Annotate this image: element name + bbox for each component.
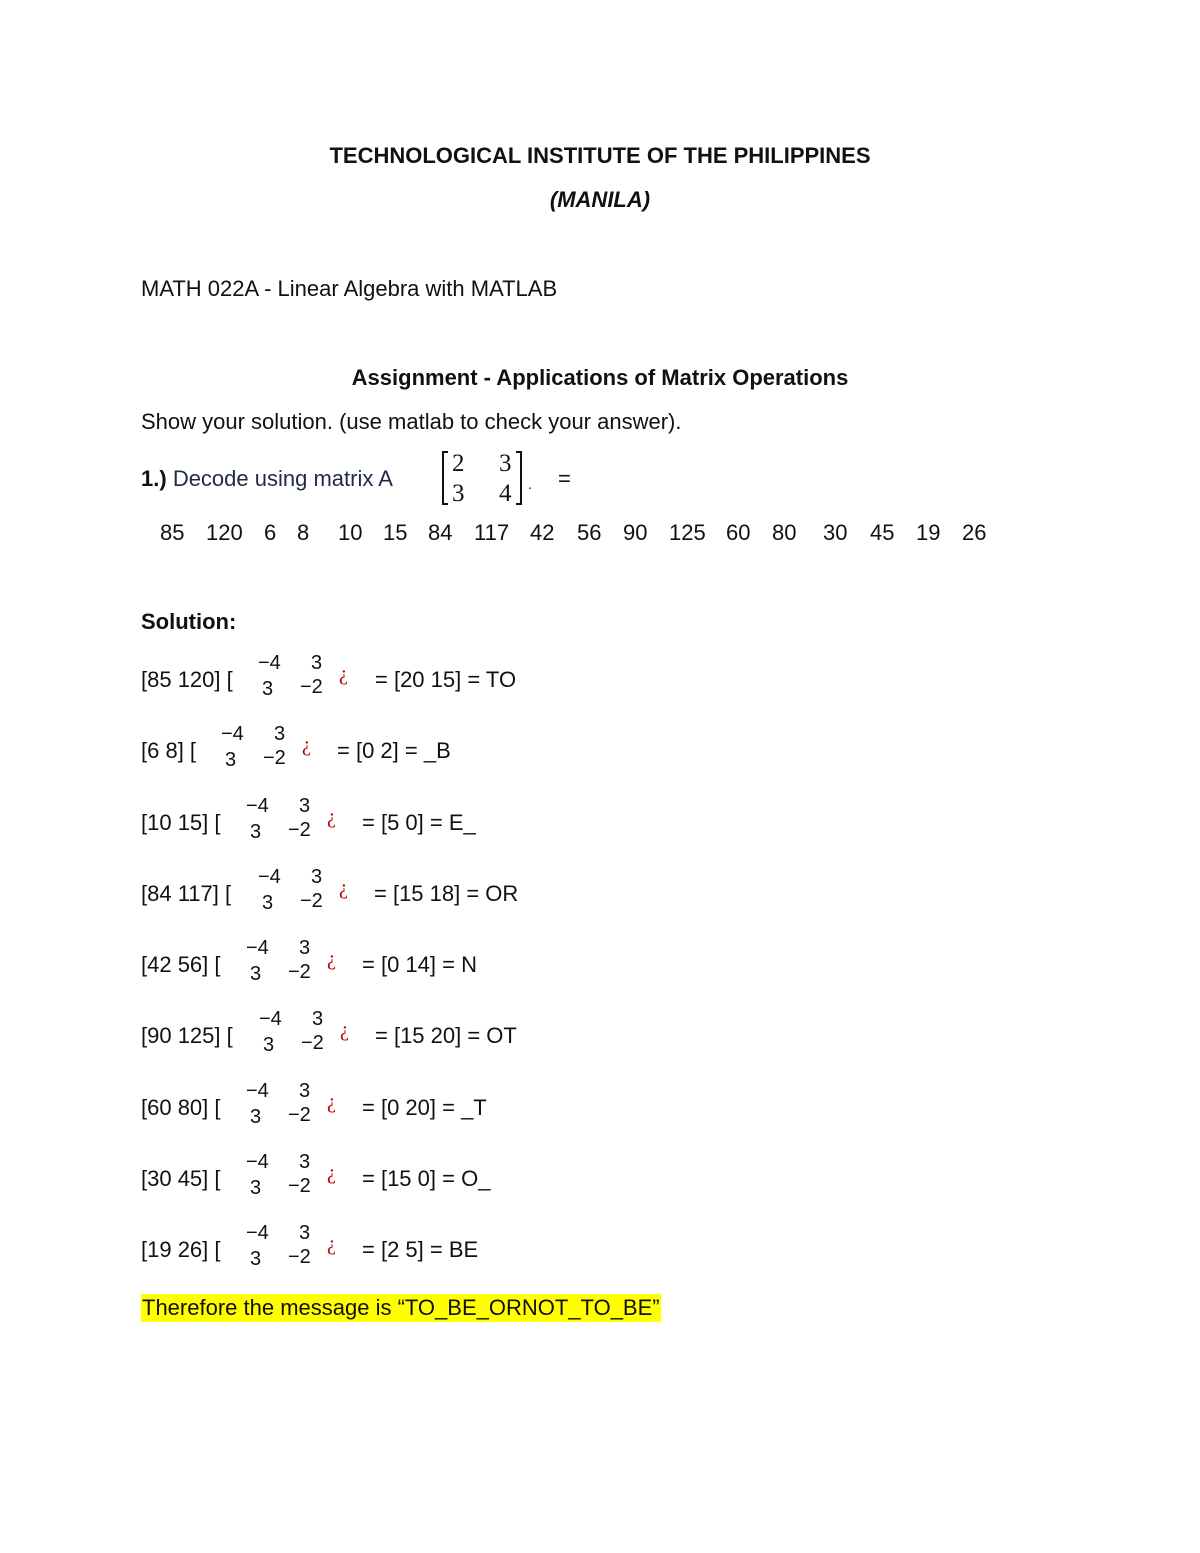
inverse-cell: 3 — [299, 1222, 311, 1244]
question-line — [141, 466, 393, 492]
cipher-number: 19 — [916, 520, 941, 545]
row-result: = [15 0] = O_ — [362, 1166, 491, 1191]
conclusion-text: Therefore the message is “TO_BE_ORNOT_TO_BE” — [142, 1295, 660, 1320]
inverse-cell: 3 — [299, 937, 311, 959]
garbled-bracket-glyph: ¿ — [327, 1233, 336, 1255]
cipher-number: 10 — [338, 520, 363, 545]
inverse-cell: −4 — [221, 723, 244, 745]
inverse-cell: −4 — [246, 937, 269, 959]
garbled-bracket-glyph: ¿ — [340, 1019, 349, 1041]
inverse-cell: −2 — [300, 890, 323, 912]
inverse-cell: 3 — [250, 1248, 262, 1270]
row-vector-prefix: [84 117] [ — [141, 881, 232, 906]
row-vector-prefix: [90 125] [ — [141, 1023, 233, 1048]
inverse-cell: 3 — [299, 1151, 311, 1173]
cipher-number: 117 — [474, 520, 510, 545]
cipher-number: 120 — [206, 520, 243, 545]
inverse-cell: −2 — [301, 1032, 324, 1054]
inverse-cell: 3 — [262, 892, 274, 914]
garbled-bracket-glyph: ¿ — [302, 734, 311, 756]
garbled-bracket-glyph: ¿ — [327, 806, 336, 828]
question-number: 1.) — [141, 466, 167, 491]
row-result: = [0 20] = _T — [362, 1095, 487, 1120]
inverse-cell: 3 — [311, 866, 323, 888]
cipher-number: 30 — [823, 520, 848, 545]
cipher-number: 125 — [669, 520, 706, 545]
row-result: = [5 0] = E_ — [362, 810, 476, 835]
cipher-number: 60 — [726, 520, 751, 545]
cipher-number: 56 — [577, 520, 602, 545]
inverse-cell: 3 — [312, 1008, 324, 1030]
matrix-a-cell: 3 — [452, 480, 465, 507]
inverse-cell: −2 — [288, 961, 311, 983]
inverse-cell: 3 — [250, 1177, 262, 1199]
row-vector-prefix: [42 56] [ — [141, 952, 221, 977]
garbled-bracket-glyph: ¿ — [327, 948, 336, 970]
row-result: = [20 15] = TO — [375, 667, 517, 692]
solution-label: Solution: — [141, 609, 237, 634]
instruction-text: Show your solution. (use matlab to check your answer). — [141, 409, 682, 434]
inverse-cell: 3 — [263, 1034, 275, 1056]
cipher-number: 90 — [623, 520, 648, 545]
matrix-a-cell: 2 — [452, 450, 465, 477]
cipher-number: 15 — [383, 520, 408, 545]
inverse-cell: −4 — [258, 866, 281, 888]
inverse-cell: −2 — [288, 1246, 311, 1268]
row-result: = [15 20] = OT — [375, 1023, 517, 1048]
row-vector-prefix: [19 26] [ — [141, 1237, 221, 1262]
inverse-cell: −2 — [288, 1104, 311, 1126]
matrix-a-cell: 3 — [499, 450, 512, 477]
row-result: = [0 2] = _B — [337, 738, 451, 763]
cipher-number: 84 — [428, 520, 453, 545]
cipher-number: 26 — [962, 520, 987, 545]
inverse-cell: −4 — [246, 795, 269, 817]
inverse-cell: −4 — [246, 1222, 269, 1244]
inverse-cell: 3 — [250, 821, 262, 843]
cipher-number: 85 — [160, 520, 185, 545]
cipher-number: 45 — [870, 520, 895, 545]
garbled-bracket-glyph: ¿ — [339, 663, 348, 685]
inverse-cell: 3 — [311, 652, 323, 674]
row-vector-prefix: [60 80] [ — [141, 1095, 221, 1120]
matrix-a — [440, 448, 524, 508]
garbled-bracket-glyph: ¿ — [339, 877, 348, 899]
inverse-cell: 3 — [299, 795, 311, 817]
inverse-cell: −2 — [288, 819, 311, 841]
row-result: = [15 18] = OR — [374, 881, 519, 906]
inverse-cell: −2 — [288, 1175, 311, 1197]
garbled-bracket-glyph: ¿ — [327, 1091, 336, 1113]
row-result: = [0 14] = N — [362, 952, 477, 977]
row-vector-prefix: [10 15] [ — [141, 810, 221, 835]
row-result: = [2 5] = BE — [362, 1237, 479, 1262]
equals-sign: = — [558, 466, 571, 491]
garbled-bracket-glyph: ¿ — [327, 1162, 336, 1184]
cipher-number: 6 — [264, 520, 277, 545]
matrix-a-cell: 4 — [499, 480, 512, 507]
inverse-cell: 3 — [225, 749, 237, 771]
inverse-cell: −4 — [259, 1008, 282, 1030]
row-vector-prefix: [30 45] [ — [141, 1166, 221, 1191]
matrix-trailing-dot: . — [528, 476, 532, 492]
cipher-number: 80 — [772, 520, 797, 545]
question-text: Decode using matrix A — [172, 466, 393, 491]
inverse-cell: −4 — [246, 1080, 269, 1102]
inverse-cell: 3 — [250, 963, 262, 985]
inverse-cell: 3 — [299, 1080, 311, 1102]
inverse-cell: 3 — [250, 1106, 262, 1128]
campus-subtitle: (MANILA) — [549, 187, 651, 212]
inverse-cell: −4 — [258, 652, 281, 674]
inverse-cell: 3 — [274, 723, 286, 745]
row-vector-prefix: [6 8] [ — [141, 738, 197, 763]
inverse-cell: −2 — [263, 747, 286, 769]
inverse-cell: −4 — [246, 1151, 269, 1173]
row-vector-prefix: [85 120] [ — [141, 667, 233, 692]
assignment-title: Assignment - Applications of Matrix Operations — [351, 365, 849, 390]
inverse-cell: 3 — [262, 678, 274, 700]
cipher-number: 8 — [297, 520, 310, 545]
inverse-cell: −2 — [300, 676, 323, 698]
institute-title: TECHNOLOGICAL INSTITUTE OF THE PHILIPPINES — [329, 143, 871, 168]
cipher-number: 42 — [530, 520, 555, 545]
course-name: MATH 022A - Linear Algebra with MATLAB — [141, 276, 558, 301]
